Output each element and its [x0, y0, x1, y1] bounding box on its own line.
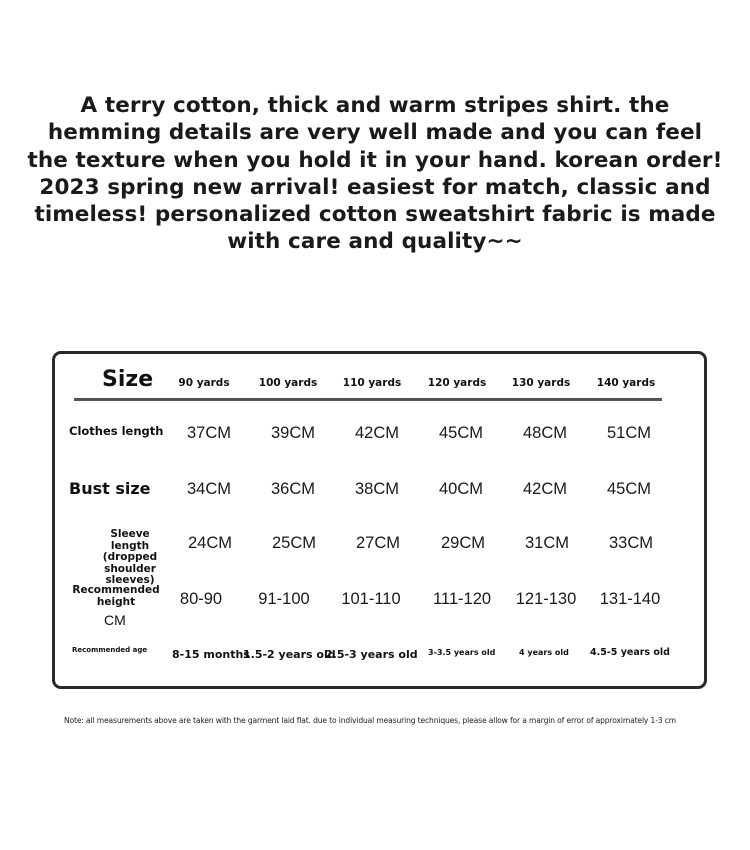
- row-label-recommended-age: Recommended age: [72, 646, 148, 654]
- table-cell: 31CM: [524, 534, 569, 552]
- table-cell: 101-110: [341, 590, 401, 608]
- column-header: 110 yards: [342, 377, 402, 389]
- label-line: sleeves): [105, 574, 155, 587]
- description-line: timeless! personalized cotton sweatshirt fabric is made: [34, 202, 716, 228]
- table-cell: 91-100: [258, 590, 310, 608]
- table-cell: 48CM: [522, 424, 567, 442]
- table-cell: 42CM: [354, 424, 399, 442]
- table-cell: 42CM: [522, 480, 567, 498]
- table-cell: 45CM: [606, 480, 651, 498]
- description-line: with care and quality~~: [227, 229, 523, 255]
- height-unit: CM: [104, 612, 126, 628]
- row-label-clothes-length: Clothes length: [69, 424, 164, 438]
- table-cell: 3-3.5 years old: [428, 648, 496, 657]
- description-line: hemming details are very well made and you can feel: [47, 120, 703, 146]
- row-label-recommended-height: [70, 585, 162, 608]
- table-cell: 39CM: [270, 424, 315, 442]
- label-line: Sleeve length: [110, 528, 150, 552]
- label-line: Recommended: [72, 584, 160, 596]
- label-line: shoulder: [104, 562, 156, 575]
- table-cell: 36CM: [270, 480, 315, 498]
- label-line: height: [96, 595, 136, 608]
- table-cell: 4.5-5 years old: [590, 647, 670, 658]
- column-header: 100 yards: [258, 377, 318, 389]
- table-cell: 33CM: [608, 534, 653, 552]
- table-cell: 131-140: [599, 590, 661, 608]
- label-line: (dropped: [102, 551, 158, 564]
- table-cell: 27CM: [355, 534, 400, 552]
- column-header: 130 yards: [511, 377, 571, 389]
- description-line: A terry cotton, thick and warm stripes shirt. the: [80, 93, 670, 118]
- table-cell: 25CM: [271, 534, 316, 552]
- table-cell: 38CM: [354, 480, 399, 498]
- column-header: 140 yards: [596, 377, 656, 389]
- row-label-bust-size: Bust size: [69, 479, 151, 498]
- product-description: [20, 92, 730, 256]
- table-cell: 24CM: [187, 534, 232, 552]
- description-line: the texture when you hold it in your hand. korean order!: [27, 147, 723, 173]
- table-cell: 1.5-2 years old: [243, 648, 336, 661]
- table-cell: 40CM: [438, 480, 483, 498]
- table-cell: 51CM: [606, 424, 651, 442]
- table-cell: 45CM: [438, 424, 483, 442]
- table-cell: 4 years old: [519, 648, 569, 657]
- table-cell: 8-15 months: [172, 648, 250, 661]
- table-cell: 34CM: [186, 480, 231, 498]
- column-header: 90 yards: [178, 377, 230, 389]
- table-cell: 80-90: [179, 590, 223, 608]
- table-cell: 37CM: [186, 424, 231, 442]
- size-heading: Size: [102, 367, 154, 392]
- measurement-note: Note: all measurements above are taken with the garment laid flat. due to individual measuring techniques, please allow for a margin of error of approximately 1-3 cm: [64, 716, 677, 725]
- table-cell: 2.5-3 years old: [325, 648, 418, 661]
- table-cell: 29CM: [440, 534, 485, 552]
- table-cell: 121-130: [515, 590, 577, 608]
- column-header: 120 yards: [427, 377, 487, 389]
- header-divider: [74, 398, 662, 401]
- row-label-sleeve-length: [90, 529, 170, 587]
- description-line: 2023 spring new arrival! easiest for match, classic and: [39, 174, 711, 200]
- table-cell: 111-120: [432, 590, 492, 608]
- size-chart-card: [52, 351, 707, 689]
